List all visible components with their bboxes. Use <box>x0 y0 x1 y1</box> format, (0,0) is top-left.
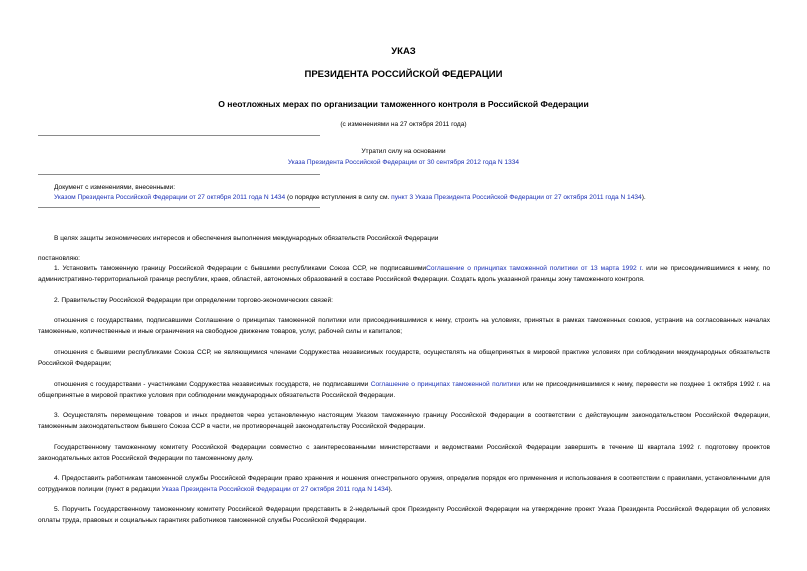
resolution: постановляю: <box>38 255 81 262</box>
lost-force-link-line <box>0 159 807 166</box>
divider <box>38 207 320 208</box>
amendment-link[interactable]: Указа Президента Российской Федерации от 27 октября 2011 года N 1434 <box>161 485 389 493</box>
changes-link-item[interactable]: пункт 3 Указа Президента Российской Федерации от 27 октября 2011 года N 1434 <box>391 194 642 201</box>
agreement-link-2[interactable]: Соглашение о принципах таможенной политики <box>370 381 521 388</box>
doc-title: УКАЗ <box>391 46 416 57</box>
doc-subject: О неотложных мерах по организации таможенного контроля в Российской Федерации <box>218 99 589 109</box>
changes-link-decree[interactable]: Указом Президента Российской Федерации от 27 октября 2011 года N 1434 <box>54 194 286 201</box>
changes-label: Документ с изменениями, внесенными: <box>54 184 176 191</box>
paragraph-2b: отношения с бывшими республиками Союза ССР, не являющимися членами Содружества независимых государств, осуществлять на общепринятых в мировой практике условиях при соблюдении международных обязательств Российской Федерации; <box>38 349 770 367</box>
paragraph-2c: отношения с государствами - участниками Содружества независимых государств, не подписавшими Соглашение о принципах таможенной политики или не присоединившимися к нему, перевести не позднее 1 октября 1992 г. на общепринятые в мировой практике условия при соблюдении международных обязательств Российской Федерации. <box>38 381 770 399</box>
paragraph-3b: Государственному таможенному комитету Российской Федерации совместно с заинтересованными министерствами и ведомствами Российской Федерации завершить в течение Ш квартала 1992 г. подготовку проектов законодательных актов Российской Федерации по таможенному делу. <box>38 444 770 462</box>
paragraph-1: 1. Установить таможенную границу Российской Федерации с бывшими республиками Союза ССР, не подписавшимиСоглашение о принципах таможенной политики от 13 марта 1992 г. или не присоединившимися к нему, по административно-территориальной границе республик, краев, областей, автономных образований в составе Российской Федерации. Создать вдоль указанной границы зону таможенного контроля. <box>38 265 770 283</box>
preamble: В целях защиты экономических интересов и обеспечения выполнения международных обязательств Российской Федерации <box>54 235 439 242</box>
lost-force-link[interactable]: Указа Президента Российской Федерации от 30 сентября 2012 года N 1334 <box>287 159 520 166</box>
paragraph-5: 5. Поручить Государственному таможенному комитету Российской Федерации представить в 2-недельный срок Президенту Российской Федерации на утверждение проект Указа Президента Российской Федерации об условиях оплаты труда, правовых и социальных гарантиях работников таможенной службы Российской Федерации. <box>38 506 770 524</box>
doc-amended-note: (с изменениями на 27 октября 2011 года) <box>340 121 467 128</box>
changes-line <box>54 193 646 204</box>
paragraph-3: 3. Осуществлять перемещение товаров и иных предметов через установленную настоящим Указом таможенную границу Российской Федерации в соответствии с действующим законодательством Российской Федерации, таможенным законодательством бывшего Союза ССР в части, не противоречащей законодательству Российской Федерации. <box>38 412 770 430</box>
lost-force-note: Утратил силу на основании <box>361 148 446 155</box>
changes-mid-text: (о порядке вступления в силу см. <box>285 194 392 201</box>
doc-issuer: ПРЕЗИДЕНТА РОССИЙСКОЙ ФЕДЕРАЦИИ <box>304 69 503 80</box>
paragraph-2: 2. Правительству Российской Федерации при определении торгово-экономических связей: <box>54 297 333 304</box>
agreement-link[interactable]: Соглашение о принципах таможенной политики от 13 марта 1992 г. <box>426 265 644 272</box>
paragraph-2a: отношения с государствами, подписавшими Соглашение о принципах таможенной политики или присоединившимися к нему, строить на условиях, принятых в рамках таможенных союзов, устранив на согласованных началах таможенные, количественные и иные ограничения на свободное движение товаров, услуг, рабочей силы и капиталов; <box>38 317 770 335</box>
paragraph-4: 4. Предоставить работникам таможенной службы Российской Федерации право хранения и ношения огнестрельного оружия, определив порядок его применения и использования в соответствии с правилами, установленными для сотрудников полиции (пункт в редакции Указа Президента Российской Федерации от 27 октября 2011 года N 1434). <box>38 475 770 493</box>
changes-end-text: ). <box>641 194 646 201</box>
divider <box>38 174 320 175</box>
divider <box>38 135 320 136</box>
